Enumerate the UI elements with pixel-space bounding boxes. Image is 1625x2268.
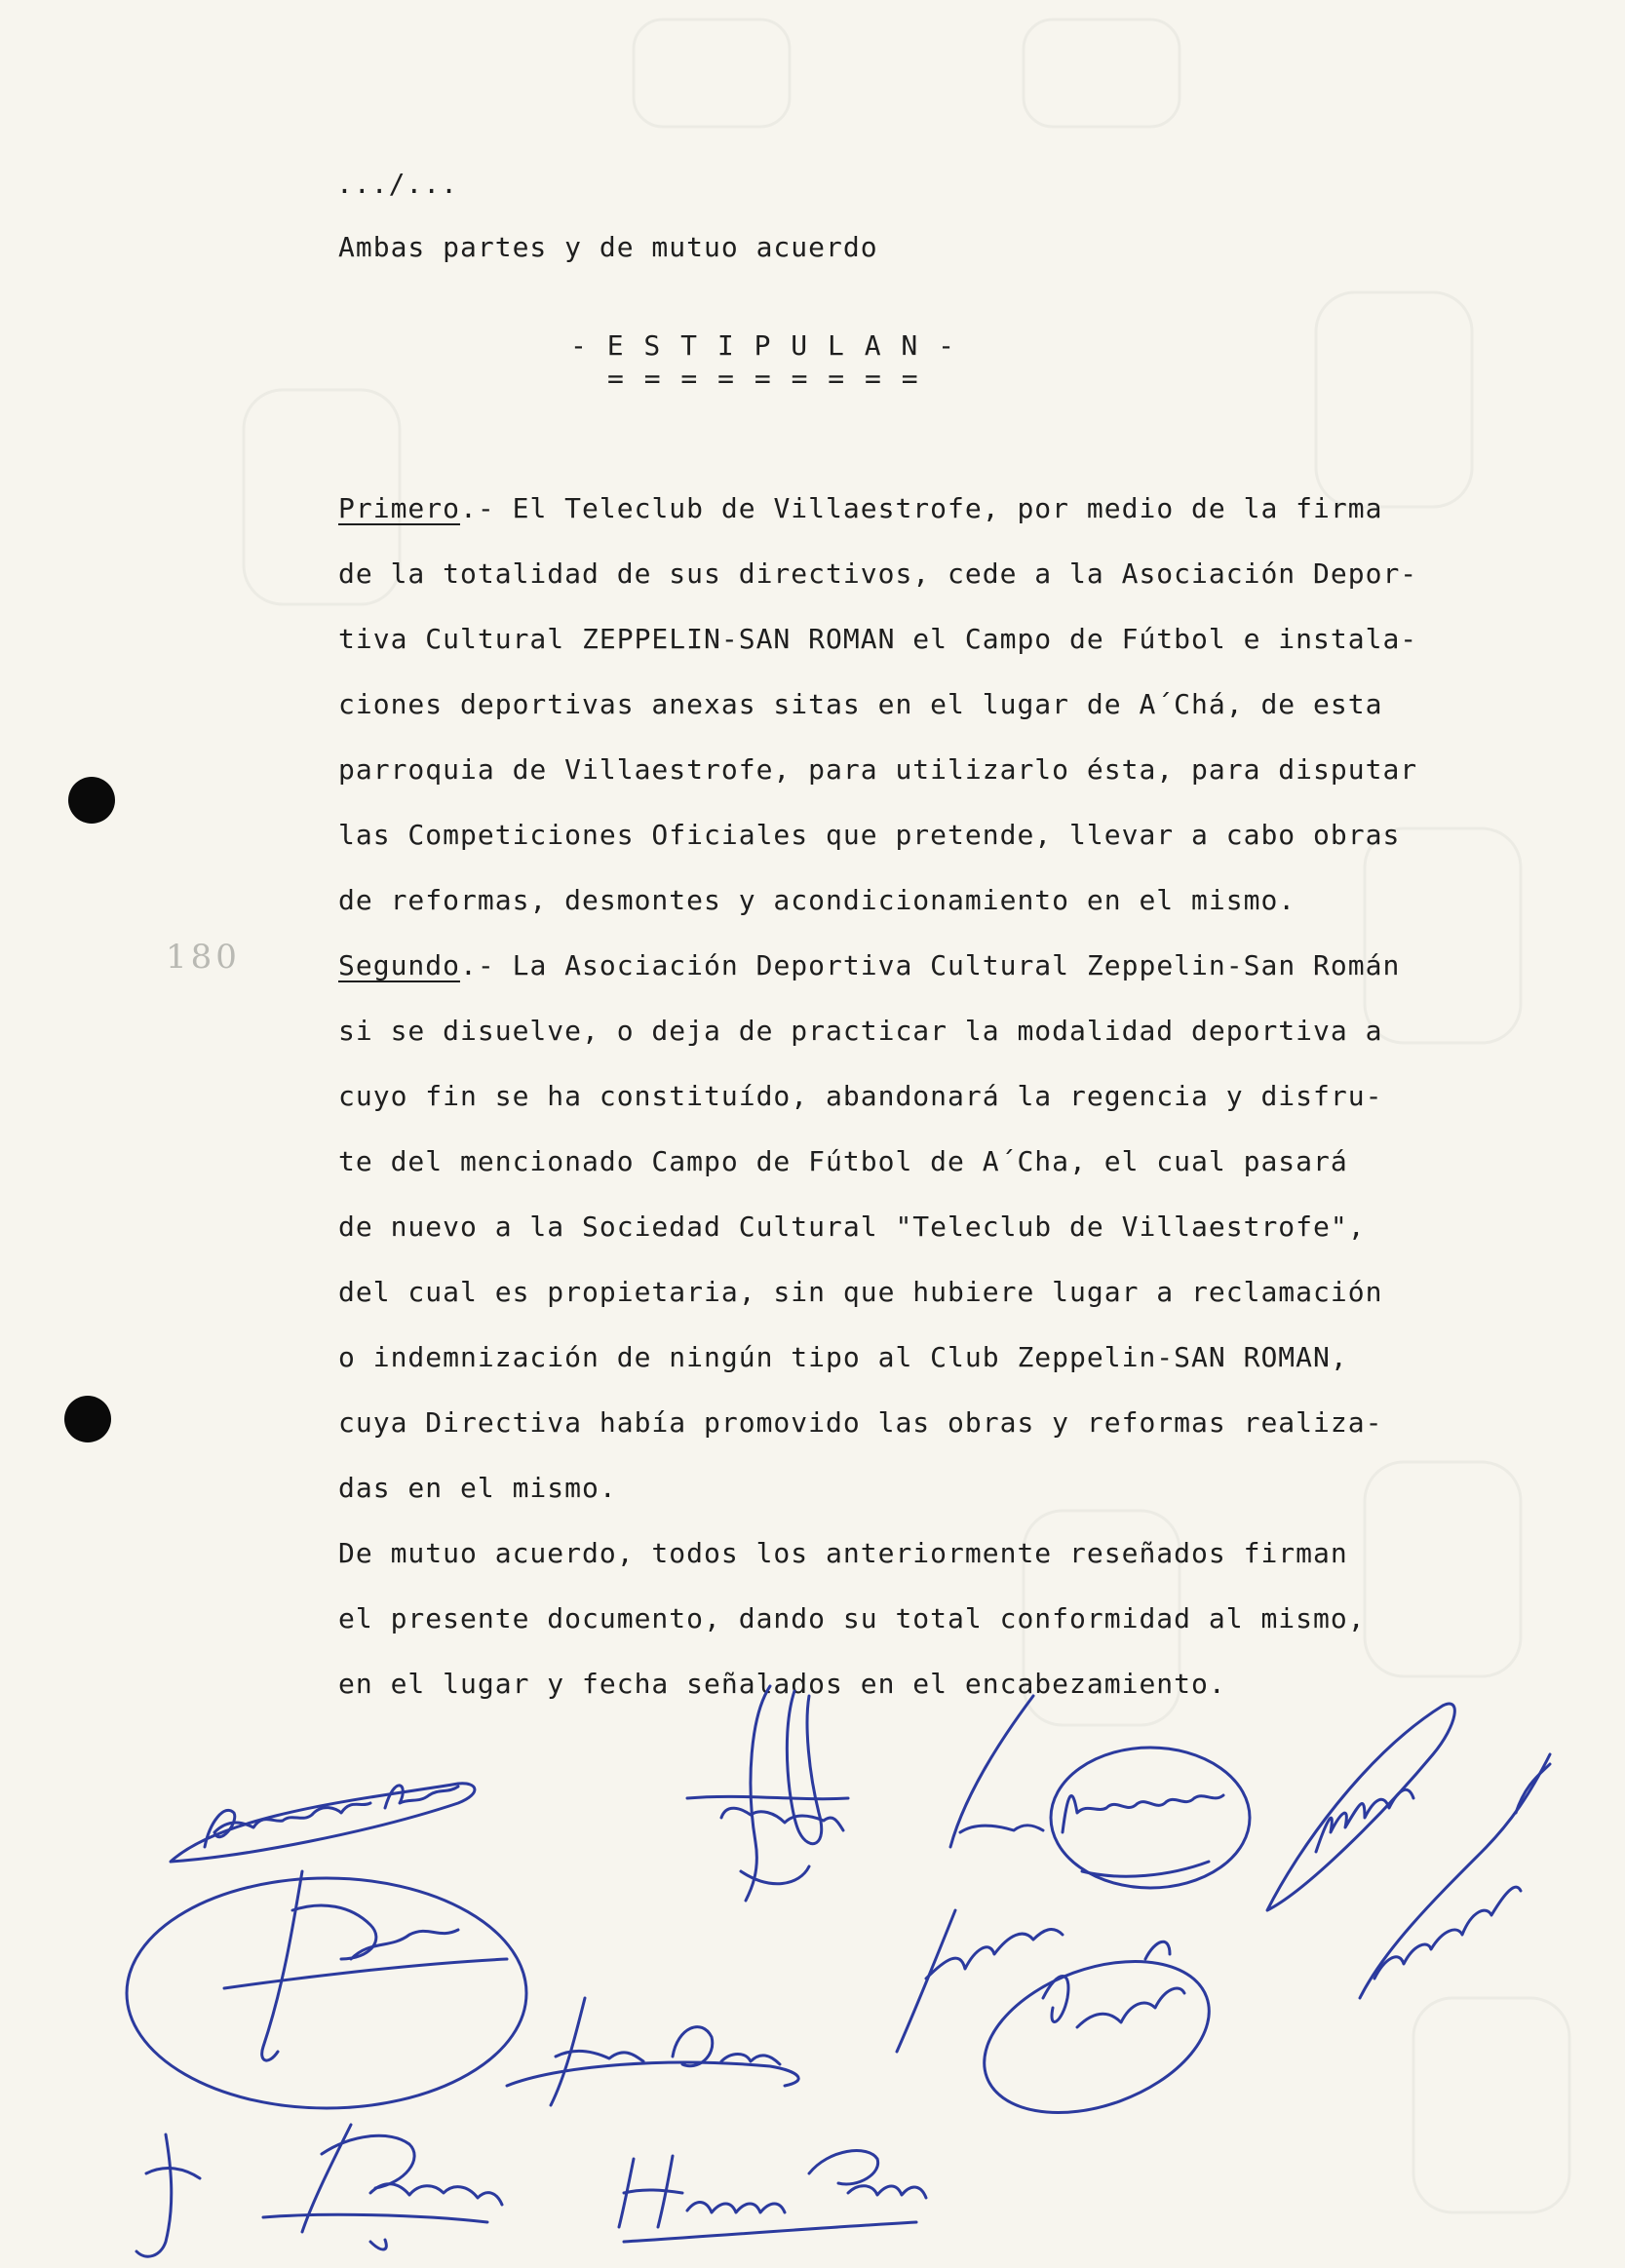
clause-segundo-text-1: .- La Asociación Deportiva Cultural Zeppelin-San Román bbox=[460, 949, 1401, 981]
signature-5 bbox=[1360, 1754, 1550, 1998]
closing-line-2: el presente documento, dando su total conformidad al mismo, bbox=[338, 1602, 1366, 1634]
clause-segundo-line-8: cuya Directiva había promovido las obras y reformas realiza- bbox=[338, 1406, 1383, 1439]
clause-segundo-line-7: o indemnización de ningún tipo al Club Zeppelin-SAN ROMAN, bbox=[338, 1341, 1348, 1373]
signature-12 bbox=[619, 2151, 926, 2242]
clause-segundo-line-9: das en el mismo. bbox=[338, 1472, 617, 1504]
closing-line-1: De mutuo acuerdo, todos los anteriormente reseñados firman bbox=[338, 1537, 1348, 1569]
continuation-mark: .../... bbox=[336, 168, 459, 200]
signature-10 bbox=[136, 2134, 200, 2256]
clause-segundo-line-4: te del mencionado Campo de Fútbol de A´Cha, el cual pasará bbox=[338, 1145, 1348, 1177]
signature-6 bbox=[127, 1871, 526, 2108]
signature-11 bbox=[263, 2125, 502, 2249]
closing-line-3: en el lugar y fecha señalados en el encabezamiento. bbox=[338, 1668, 1226, 1700]
clause-segundo-line-2: si se disuelve, o deja de practicar la modalidad deportiva a bbox=[338, 1015, 1383, 1047]
clause-primero-line-4: ciones deportivas anexas sitas en el lugar de A´Chá, de esta bbox=[338, 688, 1383, 720]
heading-stipulate: - E S T I P U L A N - bbox=[570, 329, 957, 362]
clause-primero-line-6: las Competiciones Oficiales que pretende, llevar a cabo obras bbox=[338, 819, 1401, 851]
clause-primero-label: Primero bbox=[338, 492, 461, 524]
clause-primero-line-2: de la totalidad de sus directivos, cede a la Asociación Depor- bbox=[338, 557, 1418, 590]
heading-rule: = = = = = = = = = bbox=[607, 363, 920, 395]
signature-1 bbox=[171, 1784, 475, 1862]
clause-segundo-line-6: del cual es propietaria, sin que hubiere lugar a reclamación bbox=[338, 1276, 1383, 1308]
clause-primero-text-1: .- El Teleclub de Villaestrofe, por medio de la firma bbox=[460, 492, 1383, 524]
signature-7 bbox=[507, 1998, 798, 2105]
margin-number: 180 bbox=[166, 938, 241, 977]
clause-segundo-line-3: cuyo fin se ha constituído, abandonará la regencia y disfru- bbox=[338, 1080, 1383, 1112]
signature-8 bbox=[897, 1910, 1063, 2052]
clause-segundo-label: Segundo bbox=[338, 949, 461, 981]
signature-3 bbox=[950, 1696, 1250, 1888]
clause-primero-line-7: de reformas, desmontes y acondicionamiento en el mismo. bbox=[338, 884, 1296, 916]
signature-4 bbox=[1267, 1704, 1454, 1910]
clause-primero-line-5: parroquia de Villaestrofe, para utilizarlo ésta, para disputar bbox=[338, 753, 1418, 786]
signature-9 bbox=[963, 1933, 1229, 2141]
clause-primero-line-3: tiva Cultural ZEPPELIN-SAN ROMAN el Campo de Fútbol e instala- bbox=[338, 623, 1418, 655]
signature-2 bbox=[687, 1686, 848, 1901]
clause-segundo-line-5: de nuevo a la Sociedad Cultural "Teleclub de Villaestrofe", bbox=[338, 1211, 1366, 1243]
intro-line: Ambas partes y de mutuo acuerdo bbox=[338, 231, 878, 263]
